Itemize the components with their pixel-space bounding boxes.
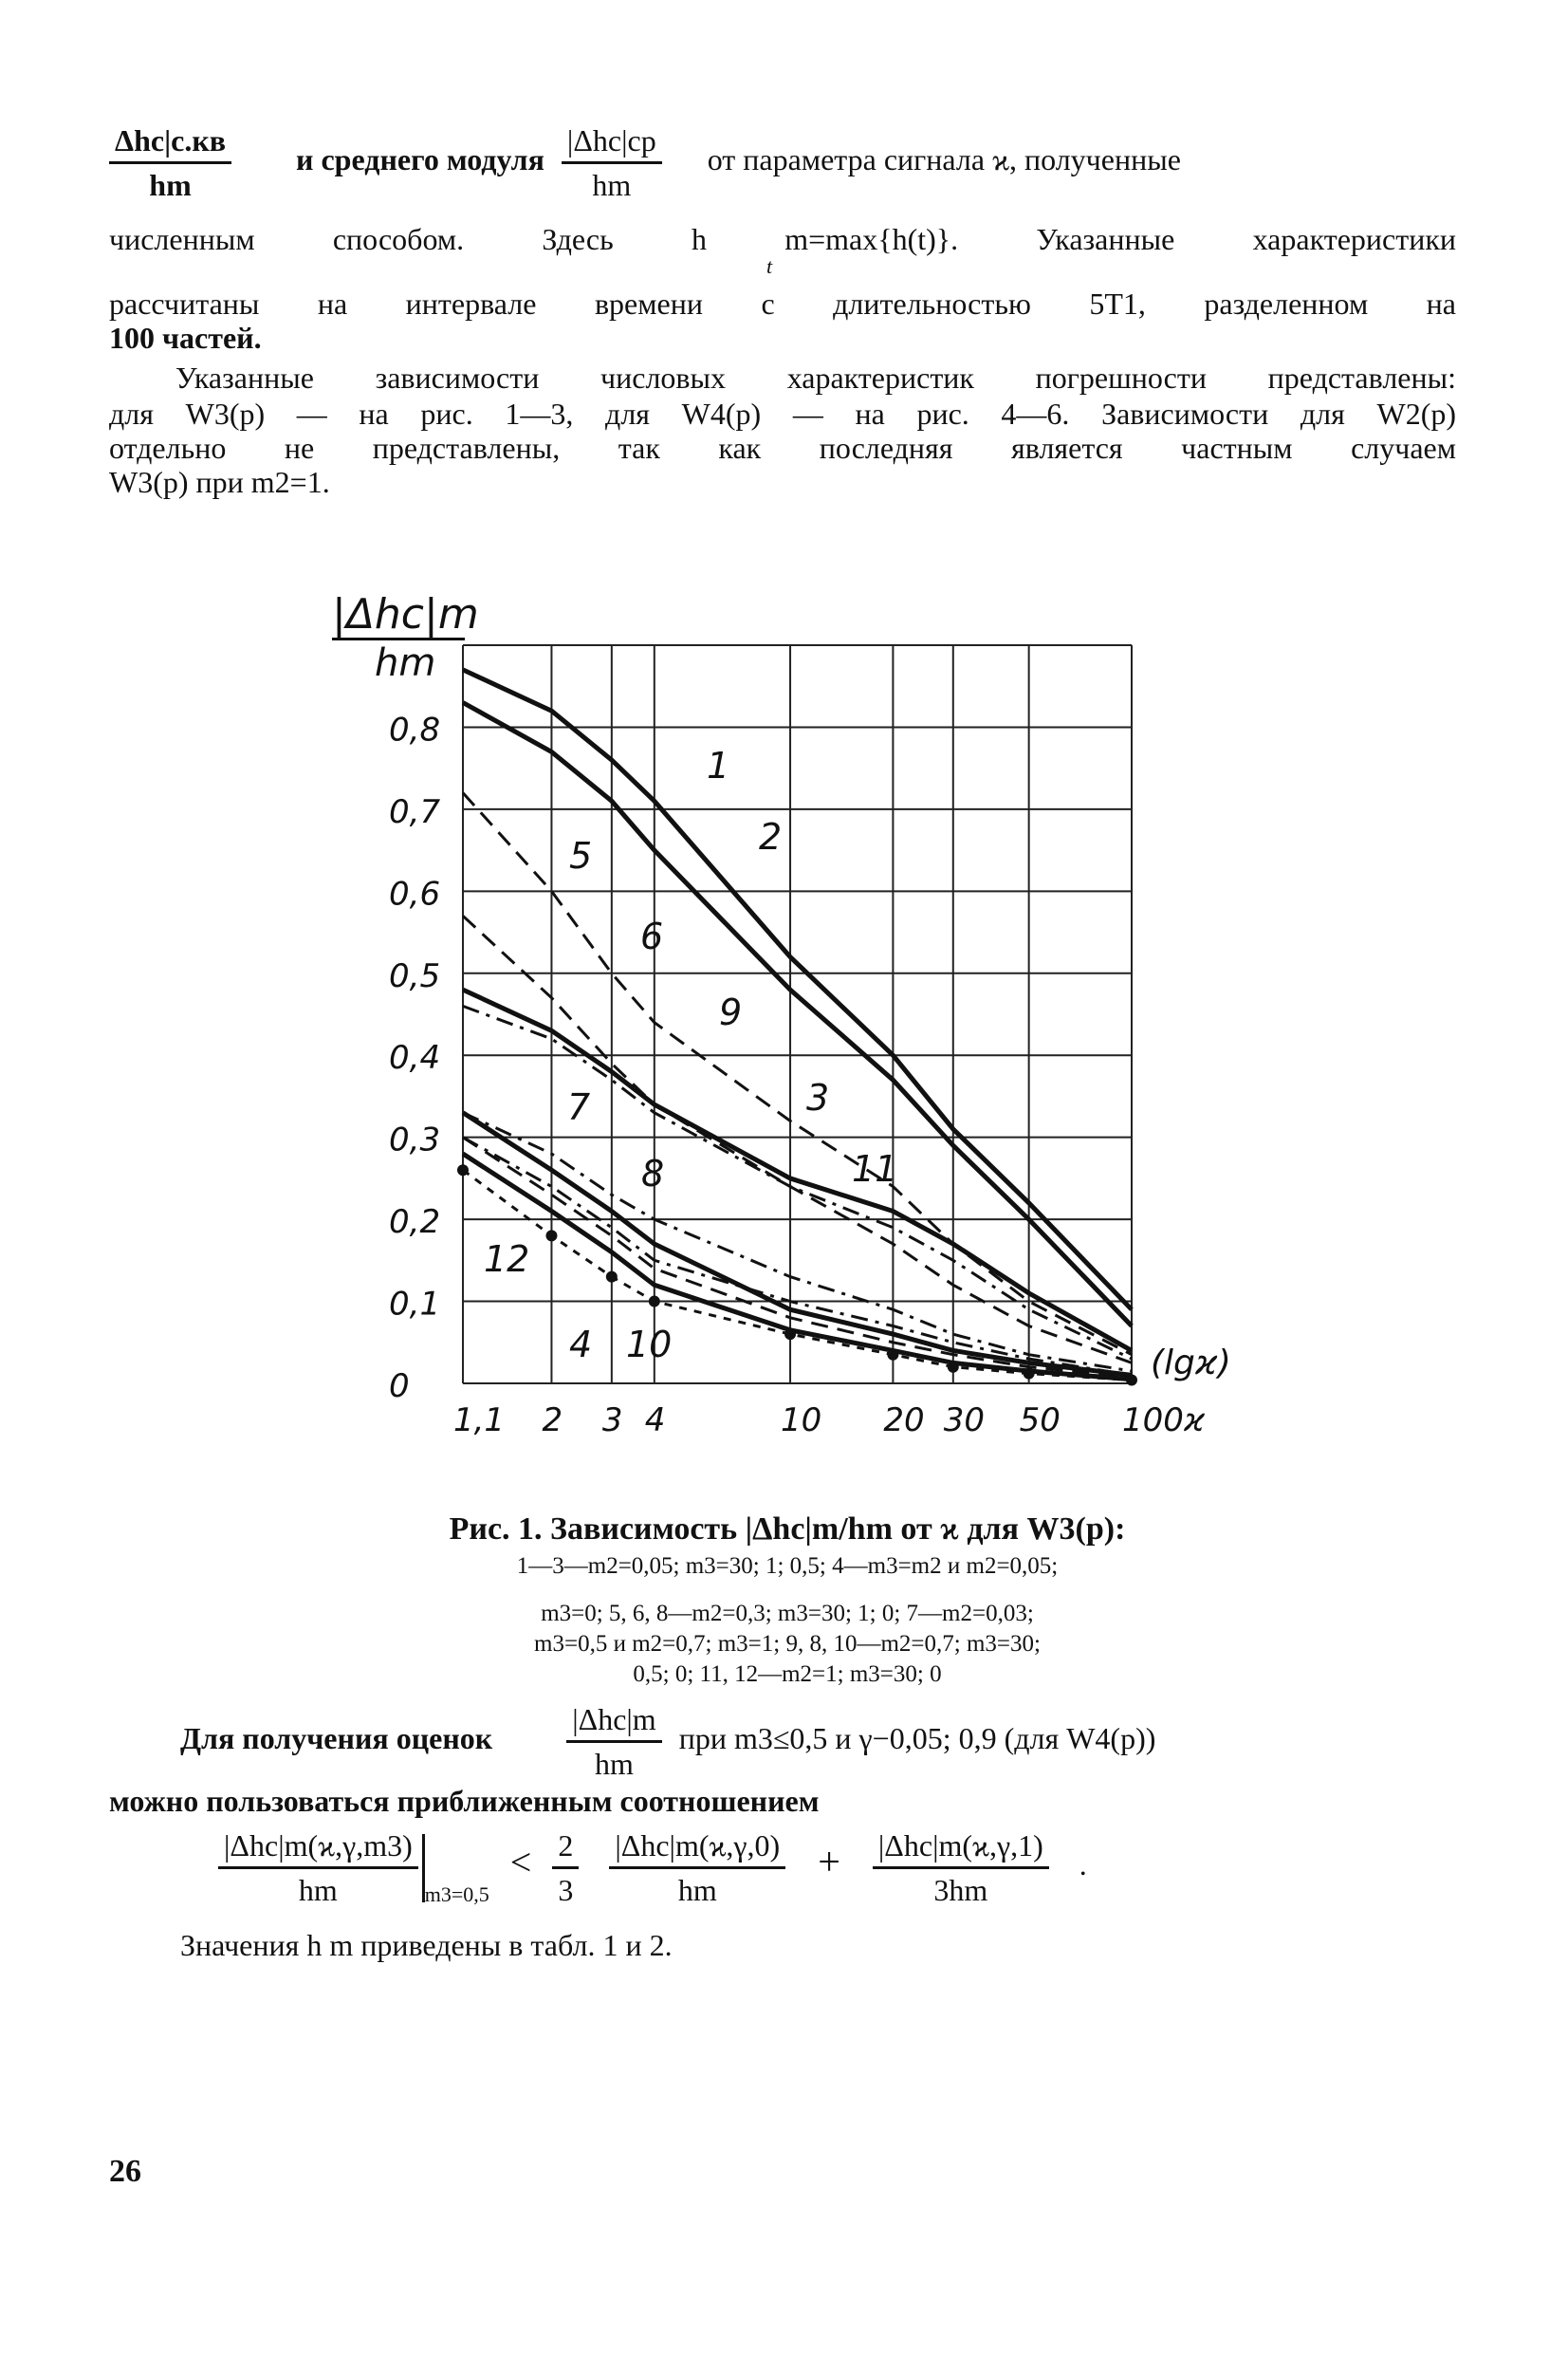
series-point [784,1328,796,1340]
figure-caption-line-3: m3=0,5 и m2=0,7; m3=1; 9, 8, 10—m2=0,7; m3=30; [534,1631,1041,1657]
y-tick-label: 0,4 [389,1039,441,1078]
curve-label-5: 5 [569,835,593,877]
y-axis-label-den: hm [375,641,436,685]
intro-mid-text: и среднего модуля [296,141,544,176]
para3-line-1 [180,1700,1470,1783]
series-point [887,1349,898,1361]
chart-grid [463,645,1132,1383]
para2-line-3: отдельно не представлены, так как последняя является частным случаем [109,431,1456,465]
curve-label-8: 8 [641,1153,665,1195]
series-line-2 [463,703,1132,1326]
curve-label-2: 2 [759,816,783,858]
para3-fraction [566,1700,661,1783]
x-tick-label: 30 [943,1401,986,1439]
series-point [1024,1368,1035,1380]
y-tick-label: 0,1 [389,1285,441,1324]
series-point [457,1164,469,1176]
series-point [649,1296,660,1307]
x-axis-label: (lgϰ) [1151,1344,1231,1382]
series-line-5 [463,793,1132,1355]
y-axis-label-num: |Δhc|m [332,590,479,639]
series-point [948,1362,959,1373]
formula-less-than: < [509,1840,532,1883]
formula-coefficient [552,1826,579,1909]
x-tick-label: 4 [644,1401,666,1439]
para2-line-4: W3(p) при m2=1. [109,465,330,499]
y-tick-label: 0,3 [389,1121,441,1159]
fraction-num: |Δhc|m [566,1700,661,1743]
series-line-1 [463,670,1132,1309]
series-point [1126,1375,1137,1386]
intro-line-2: численным способом. Здесь h m=max{h(t)}. Указанные характеристики [109,222,1456,256]
chart-labels [389,711,1231,1439]
formula-lhs-subscript: m3=0,5 [424,1881,489,1906]
page-number: 26 [109,2154,141,2189]
x-tick-label: 10 [781,1401,822,1439]
curve-label-12: 12 [484,1238,530,1280]
x-tick-label: 3 [601,1401,623,1439]
y-tick-label: 0,6 [389,875,441,914]
fraction-den: 3hm [933,1873,988,1907]
x-tick-label: 100ϰ [1122,1401,1206,1439]
y-tick-label: 0 [389,1367,410,1405]
curve-label-6: 6 [640,916,664,957]
para3-line-2: можно пользоваться приближенным соотношением [109,1784,820,1818]
y-axis-label-bar [332,638,465,640]
approx-formula [218,1826,1356,1914]
intro-line-3: рассчитаны на интервале времени с длительностью 5T1, разделенном на [109,287,1456,321]
x-tick-label: 1,1 [452,1401,506,1439]
final-line: Значения h m приведены в табл. 1 и 2. [180,1928,673,1962]
para2-line-1: Указанные зависимости числовых характеристик погрешности представлены: [175,361,1456,395]
y-tick-label: 0,7 [389,792,441,831]
max-subscript: t [766,254,773,278]
fraction-den: hm [149,168,192,202]
series-point [545,1230,557,1241]
fraction-den: hm [298,1873,338,1907]
y-tick-label: 0,8 [389,711,441,750]
fraction-num: 2 [552,1826,579,1869]
x-tick-label: 50 [1019,1401,1061,1439]
series-line-11 [463,1138,1132,1376]
fraction-den: hm [677,1873,717,1907]
formula-dot: . [1079,1846,1087,1881]
series-line-3 [463,990,1132,1350]
fraction-den: 3 [558,1873,574,1907]
x-tick-label: 20 [883,1401,925,1439]
fraction-den: hm [595,1747,634,1781]
curve-label-7: 7 [567,1086,591,1128]
curve-label-3: 3 [806,1077,830,1119]
series-line-10 [463,1154,1132,1380]
fraction-num: |Δhc|cp [562,121,662,164]
x-tick-label: 2 [542,1401,563,1439]
para3-tail: при m3≤0,5 и γ−0,05; 0,9 (для W4(p)) [678,1720,1156,1755]
para3-lead: Для получения оценок [180,1720,493,1755]
series-line-7 [463,1138,1132,1377]
curve-label-1: 1 [707,745,730,787]
fraction-num: Δhc|c.кв [109,121,231,164]
figure-caption-title: Рис. 1. Зависимость |Δhc|m/hm от ϰ для W3(p): [449,1511,1126,1547]
curve-label-10: 10 [626,1324,673,1365]
fraction-den: hm [592,168,632,202]
formula-plus: + [818,1840,840,1884]
figure-caption-line-4: 0,5; 0; 11, 12—m2=1; m3=30; 0 [633,1661,942,1687]
formula-term-1 [609,1826,785,1909]
figure-caption-line-1: 1—3—m2=0,05; m3=30; 1; 0,5; 4—m3=m2 и m2=0,05; [516,1553,1059,1579]
intro-tail: от параметра сигнала ϰ, полученные [707,141,1181,176]
formula-lhs [218,1826,418,1909]
y-tick-label: 0,2 [389,1203,441,1242]
fraction-num: |Δhc|m(ϰ,γ,m3) [218,1826,418,1869]
y-tick-label: 0,5 [389,956,441,995]
series-point [606,1271,618,1283]
curve-label-9: 9 [719,992,743,1033]
para2-line-2: для W3(p) — на рис. 1—3, для W4(p) — на рис. 4—6. Зависимости для W2(p) [109,397,1456,431]
intro-line-4: 100 частей. [109,321,262,355]
chart-series [457,670,1137,1386]
figure-caption-line-2: m3=0; 5, 6, 8—m2=0,3; m3=30; 1; 0; 7—m2=0,03; [541,1601,1034,1626]
curve-label-11: 11 [852,1148,898,1190]
fraction-num: |Δhc|m(ϰ,γ,1) [873,1826,1049,1869]
curve-label-4: 4 [569,1324,593,1365]
fraction-num: |Δhc|m(ϰ,γ,0) [609,1826,785,1869]
formula-term-2 [873,1826,1049,1909]
